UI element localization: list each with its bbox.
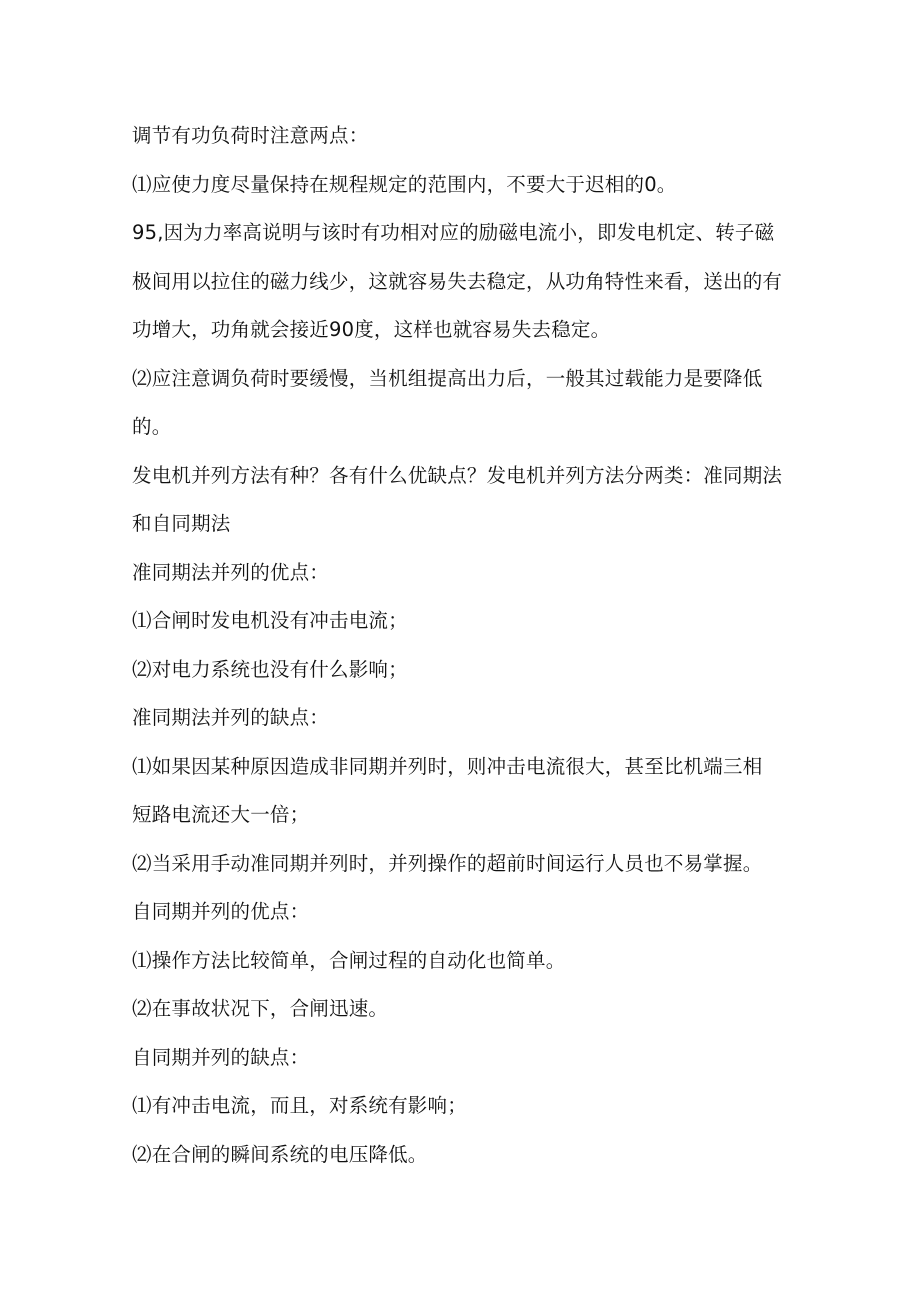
- text-line: 调节有功负荷时注意两点：: [132, 124, 369, 147]
- text-line: ⑴合闸时发电机没有冲击电流；: [132, 609, 408, 632]
- text-line: 准同期法并列的缺点：: [132, 706, 330, 729]
- text-line: ⑵对电力系统也没有什么影响；: [132, 657, 408, 681]
- text-line: 功增大，功角就会接近90度，这样也就容易失去稳定。: [132, 318, 611, 341]
- text-line: ⑴应使力度尽量保持在规程规定的范围内，不要大于迟相的0。: [132, 172, 677, 196]
- text-line: ⑵当采用手动准同期并列时，并列操作的超前时间运行人员也不易掌握。: [132, 851, 763, 875]
- text-line: ⑵在合闸的瞬间系统的电压降低。: [132, 1142, 428, 1166]
- text-line: 发电机并列方法有种？各有什么优缺点？发电机并列方法分两类：准同期法: [132, 463, 783, 487]
- text-line: 准同期法并列的优点：: [132, 560, 330, 584]
- text-line: 和自同期法: [132, 512, 231, 535]
- text-line: 的。: [132, 415, 172, 438]
- text-line: ⑵应注意调负荷时要缓慢，当机组提高出力后，一般其过载能力是要降低: [132, 366, 763, 390]
- text-line: ⑴操作方法比较简单，合闸过程的自动化也简单。: [132, 948, 566, 972]
- text-line: 短路电流还大一倍；: [132, 803, 310, 826]
- text-line: ⑴如果因某种原因造成非同期并列时，则冲击电流很大，甚至比机端三相: [132, 754, 763, 778]
- text-line: 极间用以拉住的磁力线少，这就容易失去稳定，从功角特性来看，送出的有: [132, 269, 783, 293]
- text-line: ⑵在事故状况下，合闸迅速。: [132, 997, 389, 1020]
- document-body: [132, 112, 792, 1179]
- text-line: 95,因为力率高说明与该时有功相对应的励磁电流小，即发电机定、转子磁: [132, 221, 775, 244]
- text-line: 自同期并列的缺点：: [132, 1045, 310, 1069]
- text-line: ⑴有冲击电流，而且，对系统有影响；: [132, 1094, 467, 1117]
- text-line: 自同期并列的优点：: [132, 900, 310, 923]
